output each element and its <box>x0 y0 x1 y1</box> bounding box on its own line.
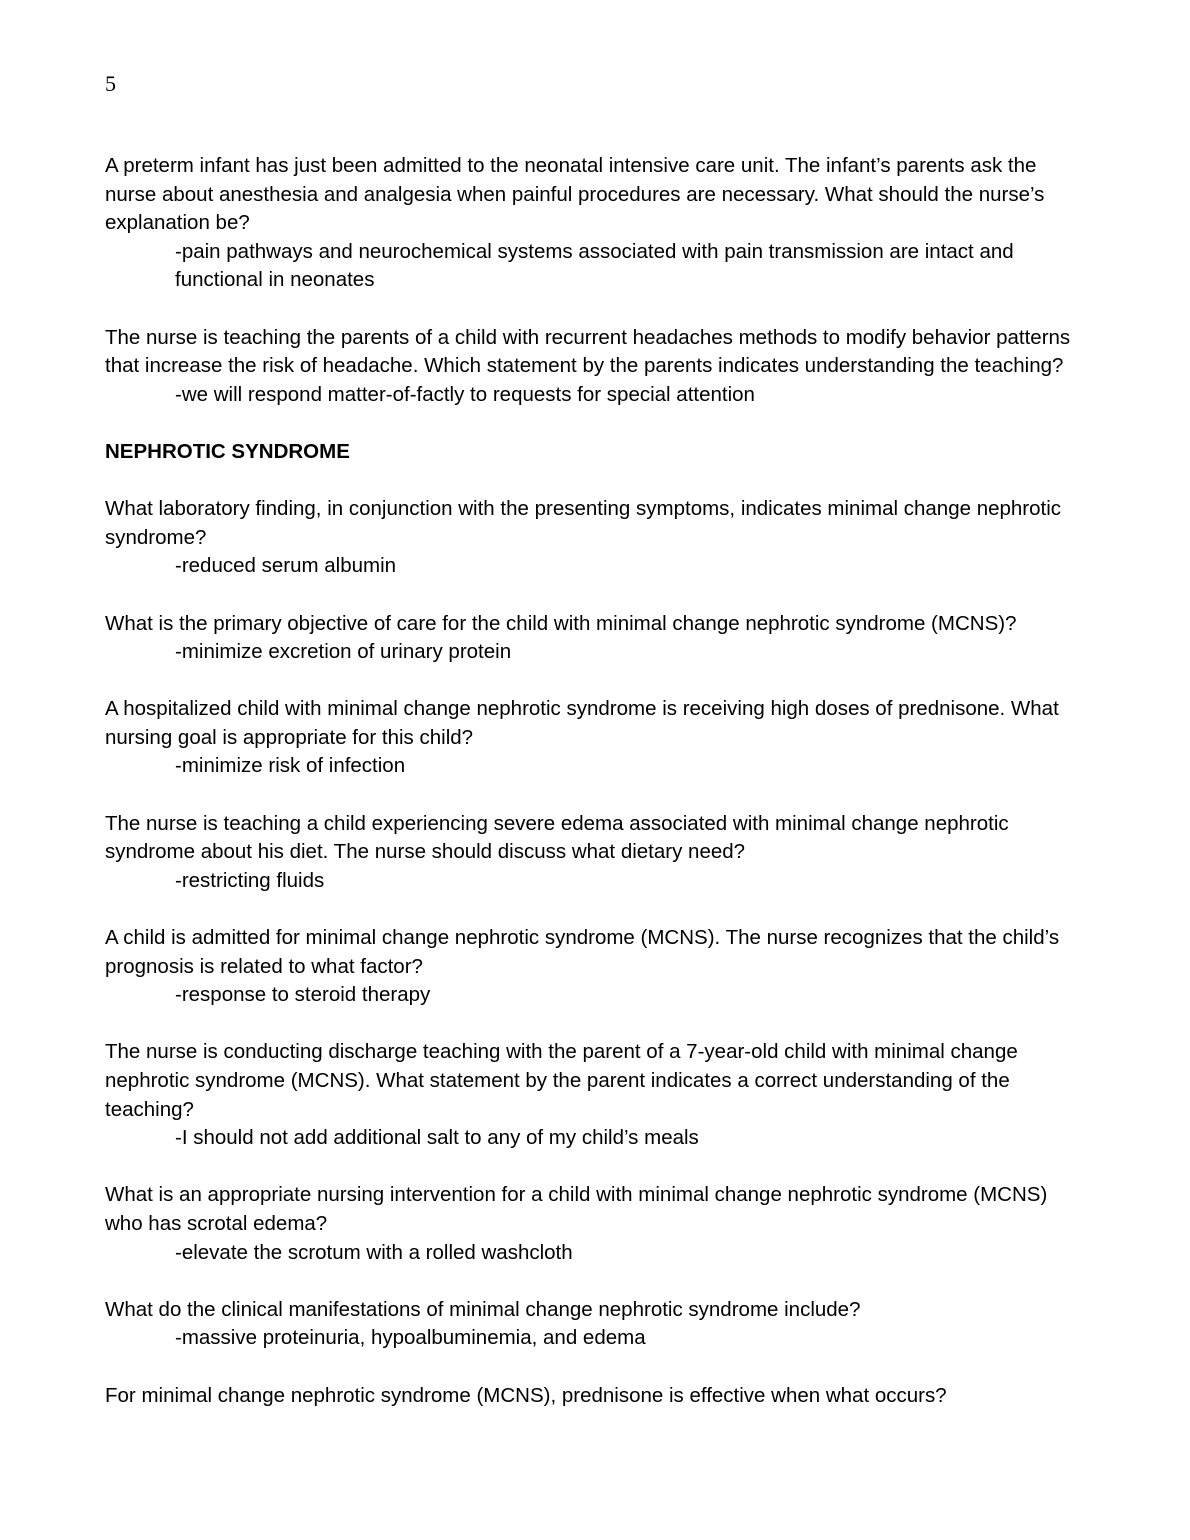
qa-item <box>105 495 1075 581</box>
question-text: A hospitalized child with minimal change nephrotic syndrome is receiving high doses of prednisone. What nursing goal is appropriate for this child? <box>105 697 1059 749</box>
qa-item <box>105 1296 1075 1353</box>
answer-text: -minimize risk of infection <box>175 754 406 778</box>
qa-item <box>105 1038 1075 1152</box>
answer-text: -reduced serum albumin <box>175 554 397 578</box>
answer-text: -we will respond matter-of-factly to requests for special attention <box>175 382 755 406</box>
question-text: The nurse is teaching a child experiencing severe edema associated with minimal change nephrotic syndrome about his diet. The nurse should discuss what dietary need? <box>105 811 1009 864</box>
answer-text: -response to steroid therapy <box>175 983 431 1007</box>
qa-item <box>105 1382 1075 1411</box>
answer-text: -massive proteinuria, hypoalbuminemia, and edema <box>175 1326 646 1350</box>
question-text: What is an appropriate nursing intervention for a child with minimal change nephrotic syndrome (MCNS) who has scrotal edema? <box>105 1183 1048 1235</box>
question-text: What is the primary objective of care for the child with minimal change nephrotic syndrome (MCNS)? <box>105 611 1017 635</box>
answer-text: -pain pathways and neurochemical systems associated with pain transmission are intact and functional in neonates <box>175 239 1014 292</box>
page-number: 5 <box>105 71 116 96</box>
question-text: A preterm infant has just been admitted to the neonatal intensive care unit. The infant’s parents ask the nurse about anesthesia and analgesia when painful procedures are necessary. What should the nurse’s explanation be? <box>105 154 1045 235</box>
question-text: The nurse is conducting discharge teaching with the parent of a 7-year-old child with minimal change nephrotic syndrome (MCNS). What statement by the parent indicates a correct understanding of the teaching? <box>105 1040 1018 1121</box>
qa-item <box>105 810 1075 896</box>
qa-item <box>105 324 1075 410</box>
question-text: A child is admitted for minimal change nephrotic syndrome (MCNS). The nurse recognizes that the child’s prognosis is related to what factor? <box>105 926 1060 978</box>
document-body <box>105 152 1075 1439</box>
qa-item <box>105 610 1075 667</box>
qa-item <box>105 924 1075 1010</box>
question-text: What laboratory finding, in conjunction with the presenting symptoms, indicates minimal change nephrotic syndrome? <box>105 497 1062 549</box>
section-heading: NEPHROTIC SYNDROME <box>105 439 350 463</box>
answer-text: -minimize excretion of urinary protein <box>175 640 512 664</box>
question-text: What do the clinical manifestations of minimal change nephrotic syndrome include? <box>105 1297 861 1321</box>
qa-item <box>105 1181 1075 1267</box>
answer-text: -restricting fluids <box>175 868 325 892</box>
qa-item <box>105 152 1075 295</box>
question-text: For minimal change nephrotic syndrome (MCNS), prednisone is effective when what occurs? <box>105 1383 947 1407</box>
answer-text: -elevate the scrotum with a rolled washcloth <box>175 1240 573 1264</box>
answer-text: -I should not add additional salt to any of my child’s meals <box>175 1126 699 1150</box>
qa-item <box>105 695 1075 781</box>
question-text: The nurse is teaching the parents of a child with recurrent headaches methods to modify behavior patterns that increase the risk of headache. Which statement by the parents indicates understanding the teaching? <box>105 325 1071 378</box>
